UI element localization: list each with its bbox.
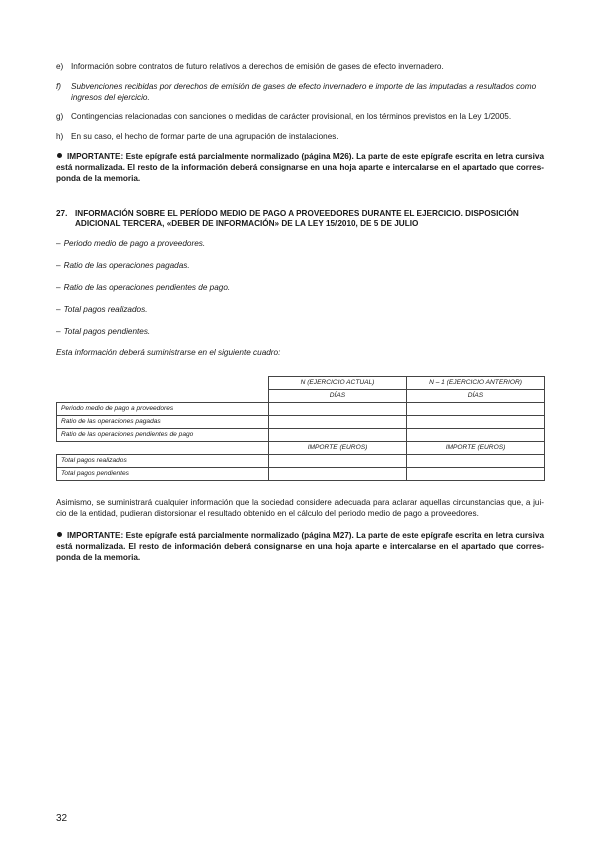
bullet-icon (57, 532, 62, 537)
unit-header: IMPORTE (EUROS) (407, 442, 545, 455)
column-header: N (EJERCICIO ACTUAL) (269, 377, 407, 390)
row-label: Total pagos realizados (57, 455, 269, 468)
list-item (56, 327, 544, 338)
table-unit-row (57, 390, 545, 403)
list-item-e (56, 62, 544, 73)
dash-icon: – (56, 326, 61, 336)
list-item-text: Total pagos realizados. (63, 304, 148, 314)
row-label: Total pagos pendientes (57, 468, 269, 481)
table-cell (407, 468, 545, 481)
row-label: Ratio de las operaciones pagadas (57, 416, 269, 429)
table-cell (269, 403, 407, 416)
table-intro: Esta información deberá suministrarse en el siguiente cuadro: (56, 348, 281, 358)
section-title: INFORMACIÓN SOBRE EL PERÍODO MEDIO DE PAGO A PROVEEDORES DURANTE EL EJERCICIO. DISPOSICIÓN ADICIONAL TERCERA, «DEBER DE INFORMACIÓN» DE LA LEY 15/2010, DE 5 DE JULIO (75, 208, 519, 229)
list-item (56, 261, 544, 272)
list-item (56, 305, 544, 316)
document-page (56, 62, 544, 563)
table-row (57, 468, 545, 481)
table-cell (407, 403, 545, 416)
dash-icon: – (56, 282, 61, 292)
section-number: 27. (56, 208, 68, 218)
table-cell (269, 455, 407, 468)
table-cell (407, 416, 545, 429)
row-label: Periodo medio de pago a proveedores (57, 403, 269, 416)
table-cell (57, 442, 269, 455)
item-label: g) (56, 112, 64, 122)
page-number: 32 (56, 813, 68, 824)
explanatory-paragraph: Asimismo, se suministrará cualquier información que la sociedad considere adecuada para aclarar aquellas circunstancias que, a jui-cio de la entidad, pudieran distorsionar el resultado obtenido en el cálculo del periodo medio de pago a proveedores. (56, 498, 544, 519)
table-row (57, 429, 545, 442)
list-item-g (56, 112, 544, 123)
item-label: e) (56, 62, 64, 71)
item-label: h) (56, 132, 64, 142)
row-label: Ratio de las operaciones pendientes de pago (57, 429, 269, 442)
column-header: N – 1 (EJERCICIO ANTERIOR) (407, 377, 545, 390)
table-cell (269, 429, 407, 442)
payment-table (56, 376, 545, 481)
table-header-row (57, 377, 545, 390)
table-cell (269, 416, 407, 429)
list-item-h (56, 132, 544, 143)
table-cell (407, 455, 545, 468)
list-item-text: Total pagos pendientes. (63, 326, 151, 336)
item-label: f) (56, 81, 62, 91)
list-item-text: Ratio de las operaciones pagadas. (63, 261, 190, 271)
item-text: En su caso, el hecho de formar parte de una agrupación de instalaciones. (71, 132, 339, 142)
important-note (56, 152, 544, 184)
item-text: Contingencias relacionadas con sanciones o medidas de carácter provisional, en los términos previstos en la Ley 1/2005. (71, 112, 512, 122)
table-cell (269, 468, 407, 481)
unit-header: DÍAS (269, 390, 407, 403)
unit-header: IMPORTE (EUROS) (269, 442, 407, 455)
list-item-text: Periodo medio de pago a proveedores. (63, 239, 206, 249)
list-item (56, 283, 544, 294)
dash-icon: – (56, 261, 61, 271)
table-row (57, 455, 545, 468)
table-cell (407, 429, 545, 442)
list-item (56, 239, 544, 250)
table-cell (57, 390, 269, 403)
list-item-f (56, 82, 544, 104)
table-cell (57, 377, 269, 390)
item-text: Subvenciones recibidas por derechos de emisión de gases de efecto invernadero e importe de las imputadas a resultados como ingresos del ejercicio. (71, 81, 537, 102)
important-text: IMPORTANTE: Este epígrafe está parcialmente normalizado (página M27). La parte de este epígrafe escrita en letra cursiva está normalizada. El resto de información deberá consignarse en una hoja aparte e intercalarse en el apartado que corres-ponda de la memoria. (56, 530, 544, 562)
section-heading (56, 209, 544, 231)
bullet-icon (57, 153, 62, 158)
item-text: Información sobre contratos de futuro relativos a derechos de emisión de gases de efecto invernadero. (71, 62, 444, 71)
list-item-text: Ratio de las operaciones pendientes de pago. (63, 282, 231, 292)
important-note (56, 531, 544, 563)
table-unit-row (57, 442, 545, 455)
dash-icon: – (56, 304, 61, 314)
dash-icon: – (56, 239, 61, 249)
table-row (57, 403, 545, 416)
unit-header: DÍAS (407, 390, 545, 403)
table-row (57, 416, 545, 429)
important-text: IMPORTANTE: Este epígrafe está parcialmente normalizado (página M26). La parte de este epígrafe escrita en letra cursiva está normalizada. El resto de la información deberá consignarse en una hoja aparte e intercalarse en el apartado que corres-ponda de la memoria. (56, 152, 544, 183)
